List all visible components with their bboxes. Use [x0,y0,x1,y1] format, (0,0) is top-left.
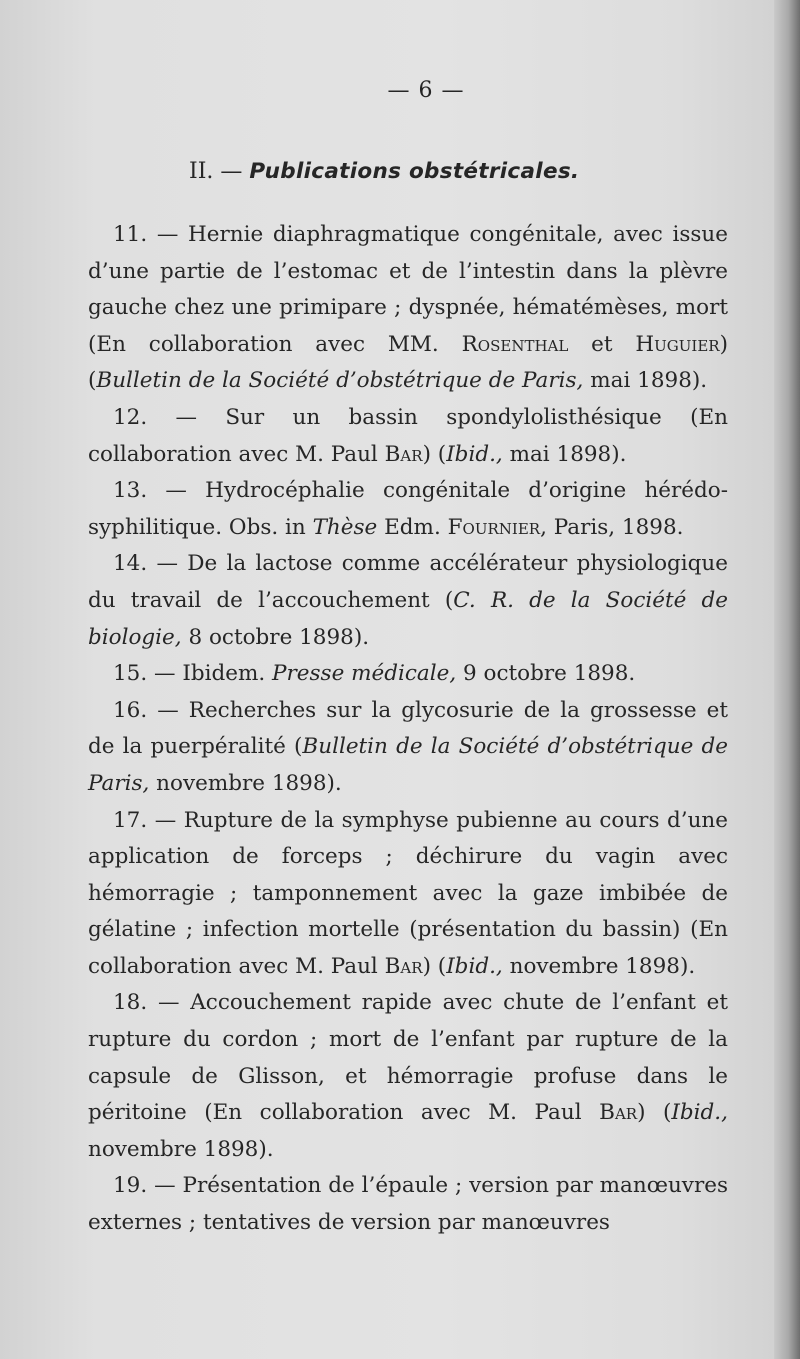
entry-text: 11. — Hernie diaphragmatique congénitale, avec issue d’une partie de l’estomac et de l’intestin dans la plèvre gauche chez une primipare ; dyspnée, hématémèses, mort (En collaboration avec MM. [88,222,728,357]
entry-text: 9 octobre 1898. [456,661,636,687]
publication-list [88,217,728,1242]
citation-title: Ibid., [446,953,503,979]
entry-text: mai 1898). [502,441,627,467]
publication-entry-18 [88,985,728,1168]
entry-text: 19. — Présentation de l’épaule ; version par manœuvres externes ; tentatives de version par manœuvres [88,1173,728,1236]
author-name: Bar [384,953,423,979]
entry-text: 12. — Sur un bassin spondylolisthésique (En collaboration avec M. Paul [88,404,728,467]
citation-title: Ibid., [446,441,503,467]
entry-text: Edm. [377,514,448,540]
entry-text: 14. — De la lactose comme accélérateur physiologique du travail de l’accouchement ( [88,551,728,613]
text-block [88,78,728,1242]
section-numeral: II. — [189,159,250,184]
entry-text: et [568,331,636,357]
entry-text: ) ( [422,953,447,979]
entry-text: 17. — Rupture de la symphyse pubienne au cours d’une application de forceps ; déchirure du vagin avec hémorragie ; tamponnement avec la gaze imbibée de gélatine ; infection mortelle (présentation du bassin) (En collaboration avec M. Paul [88,807,728,979]
author-name: Fournier [447,514,541,540]
entry-text: ) ( [637,1100,672,1126]
entry-text: 15. — Ibidem. [113,661,273,687]
publication-entry-11 [88,217,728,400]
entry-text: mai 1898). [583,368,708,394]
author-name: Bar [384,441,423,467]
author-name: Huguier [635,331,720,357]
publication-entry-13 [88,473,728,546]
section-heading [88,159,728,184]
publication-entry-14 [88,546,728,656]
entry-text: novembre 1898). [502,953,696,979]
citation-title: Bulletin de la Société d’obstétrique de Paris, [88,734,728,796]
entry-text: novembre 1898). [88,1136,274,1162]
citation-title: Bulletin de la Société d’obstétrique de Paris, [96,368,584,394]
page-number: — 6 — [387,78,465,103]
citation-title: Thèse [312,514,378,540]
entry-text: 13. — Hydrocéphalie congénitale d’origine hérédo-syphilitique. Obs. in [88,478,728,540]
section-title: Publications obstétricales. [249,159,580,184]
entry-text: , Paris, 1898. [540,514,684,540]
entry-text: 18. — Accouchement rapide avec chute de l’enfant et rupture du cordon ; mort de l’enfant par rupture de la capsule de Glisson, et hémorragie profuse dans le péritoine (En collaboration avec M. Paul [88,990,728,1126]
entry-text: 16. — Recherches sur la glycosurie de la grossesse et de la puerpéralité ( [88,697,728,760]
publication-entry-12 [88,400,728,473]
citation-title: C. R. de la Société de biologie, [88,587,728,650]
entry-text: ) ( [88,331,728,394]
entry-text: 8 octobre 1898). [181,624,370,650]
entry-text: ) ( [422,441,447,467]
publication-entry-17 [88,803,728,986]
publication-entry-19 [88,1168,728,1241]
entry-text: novembre 1898). [149,770,342,796]
citation-title: Presse médicale, [272,661,457,687]
book-spine-shadow [774,0,800,1359]
citation-title: Ibid., [671,1100,728,1126]
publication-entry-16 [88,693,728,803]
author-name: Rosenthal [461,331,569,357]
publication-entry-15 [88,656,728,693]
author-name: Bar [599,1100,638,1126]
